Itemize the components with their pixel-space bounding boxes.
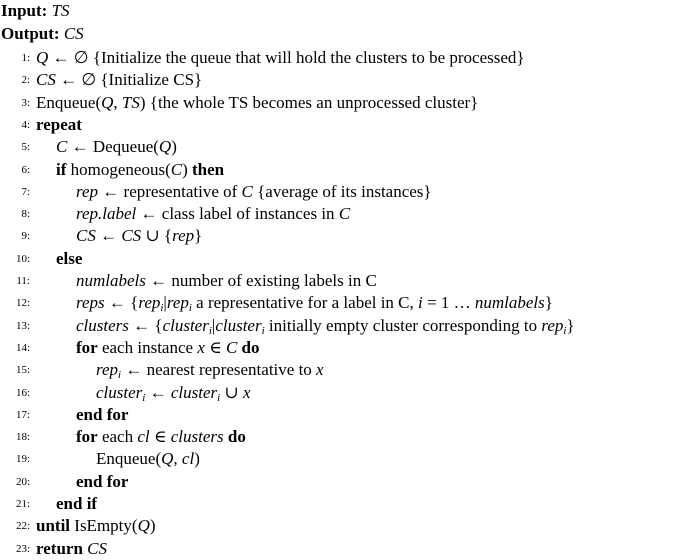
subscript: i [188,302,192,315]
output-label: Output: [1,24,60,43]
keyword: return [36,538,83,558]
text: {average of its instances} [252,181,432,201]
keyword: do [241,337,260,357]
keyword: end for [76,404,129,424]
line-code [96,382,250,404]
line-number: 6: [21,163,30,176]
algorithm-line [0,448,685,470]
line-number: 22: [15,520,30,533]
text: ← { [128,315,163,335]
algorithm-line [0,203,685,225]
math-var: cl [181,449,195,469]
text: ← nearest representative to [121,360,317,380]
keyword: else [56,248,83,268]
math-var: CS [121,226,142,246]
subscript: i [208,324,212,337]
line-code [76,337,260,359]
line-code [76,225,202,247]
line-number: 7: [21,185,30,198]
line-number: 20: [15,475,30,488]
text: ← representative of [98,181,242,201]
math-var: i [418,293,423,313]
algorithm-line [0,159,685,181]
algorithm-line [0,114,685,136]
math-var: reps [76,293,105,313]
subscript: i [160,302,164,315]
text: ) [182,159,192,179]
line-number: 12: [15,297,30,310]
math-var: C [225,337,238,357]
algorithm-line [0,359,685,381]
subscript: i [563,324,567,337]
line-number: 21: [15,498,30,510]
math-var: TS [121,92,140,112]
line-number: 17: [15,408,30,421]
math-var: numlabels [76,271,146,290]
line-number: 16: [15,386,30,399]
algorithm-line [0,248,685,270]
line-number: 8: [21,208,30,221]
math-var: x [242,382,251,402]
algorithm-line [0,337,685,359]
line-code [56,493,97,515]
text: , [173,449,182,469]
math-var: C [241,181,253,201]
keyword: do [227,427,246,447]
line-code [76,203,350,225]
line-number: 14: [15,341,30,354]
line-code [76,315,575,337]
algorithm-line [0,515,685,537]
line-number: 15: [15,364,30,377]
text: } [194,226,203,246]
text: ∈ [204,337,226,357]
math-var: rep [172,226,195,246]
line-number: 19: [15,453,30,466]
algorithm-line [0,136,685,158]
line-code [36,92,478,114]
math-var: cluster [96,382,143,402]
text: ← Dequeue( [67,137,159,157]
line-code [76,471,128,493]
subscript: i [261,324,265,337]
math-var: rep.label [76,204,137,224]
line-code [36,515,156,537]
text: initially empty cluster corresponding to [264,315,542,335]
input-label: Input: [1,1,48,20]
line-code [36,69,202,91]
text: each [97,427,138,447]
math-var: rep [76,181,99,201]
math-var: CS [76,226,96,246]
line-code [36,538,107,560]
text: } [544,293,553,313]
line-code [76,292,553,314]
line-number: 10: [15,252,30,265]
line-number: 4: [21,118,30,131]
line-number: 9: [21,230,30,243]
keyword: until [36,516,71,536]
math-var: rep [138,293,161,313]
text: IsEmpty( [70,516,138,536]
math-var: C [56,137,68,157]
text: ← { [104,293,139,313]
line-code [76,181,432,203]
text: } [566,315,575,335]
line-number: 5: [21,141,30,154]
algorithm-line [0,315,685,337]
text: Enqueue( [36,92,102,112]
text: ) [171,137,177,157]
text: ) {the whole TS becomes an unprocessed cluster} [139,92,479,112]
line-number: 1: [21,52,30,64]
math-var: numlabels [474,293,545,313]
algorithm-line [0,471,685,493]
input-value: TS [51,1,70,20]
line-code [76,426,246,448]
output-header [1,23,84,45]
line-code [76,270,377,292]
line-number: 18: [15,431,30,444]
math-var: cluster [215,315,262,335]
keyword: then [192,159,225,179]
math-var: rep [166,293,189,313]
algorithm-line [0,47,685,69]
line-number: 11: [16,275,30,287]
math-var: C [170,159,183,179]
text: ← [95,226,122,246]
math-var: cluster [170,382,218,402]
algorithm-line [0,92,685,114]
text: | [211,315,216,335]
subscript: i [118,369,122,382]
math-var: rep [96,360,119,380]
keyword: end for [76,471,129,491]
line-code [36,114,82,136]
text: ) [194,449,200,469]
math-var: Q [161,449,174,469]
algorithm-line [0,292,685,314]
math-var: clusters [76,315,129,335]
text: , [113,92,122,112]
text: = 1 … [422,293,475,313]
text: homogeneous( [66,159,171,179]
text: ← number of existing labels in C [145,271,377,290]
text: ∪ { [141,226,173,246]
math-var: rep [541,315,564,335]
algorithm-line [0,181,685,203]
text: ) [149,516,156,536]
math-var: Q [137,516,150,536]
math-var: Q [158,137,172,157]
text: ← class label of instances in [136,204,339,224]
algorithm-line [0,538,685,560]
math-var: CS [87,538,107,558]
text: ← ∅ {Initialize the queue that will hold the clusters to be processed} [48,48,525,67]
line-code [96,448,200,470]
math-var: x [316,360,324,380]
text: | [163,293,167,313]
math-var: Q [101,92,114,112]
keyword: for [76,337,98,357]
algorithm-line [0,225,685,247]
math-var: C [338,204,351,224]
line-number: 13: [15,319,30,332]
keyword: if [56,159,67,179]
keyword: end if [56,494,98,513]
line-code [96,359,324,381]
subscript: i [217,391,221,404]
line-code [56,159,224,181]
algorithm-line [0,404,685,426]
text: ← ∅ {Initialize CS} [55,70,203,90]
line-code [36,47,525,69]
line-number: 3: [21,96,30,109]
math-var: clusters [170,427,224,447]
line-number: 23: [15,542,30,555]
math-var: x [197,337,205,357]
math-var: Q [36,48,49,67]
math-var: cluster [162,315,209,335]
algorithm-line [0,270,685,292]
math-var: cl [137,427,150,447]
text: ∪ [220,382,243,402]
math-var: CS [36,70,56,90]
line-code [76,404,128,426]
algorithm-line [0,426,685,448]
keyword: repeat [36,114,82,134]
subscript: i [142,391,146,404]
algorithm-line [0,493,685,515]
input-header [1,0,70,22]
text: each instance [97,337,198,357]
algorithm-line [0,382,685,404]
text: a representative for a label in C, [191,293,419,313]
text: ∈ [149,427,171,447]
algorithm-line [0,69,685,91]
text: ← [145,382,171,402]
text: Enqueue( [96,449,162,469]
line-code [56,136,177,158]
keyword: for [76,427,98,447]
output-value: CS [63,24,84,43]
line-code [56,248,82,270]
line-number: 2: [21,74,30,87]
